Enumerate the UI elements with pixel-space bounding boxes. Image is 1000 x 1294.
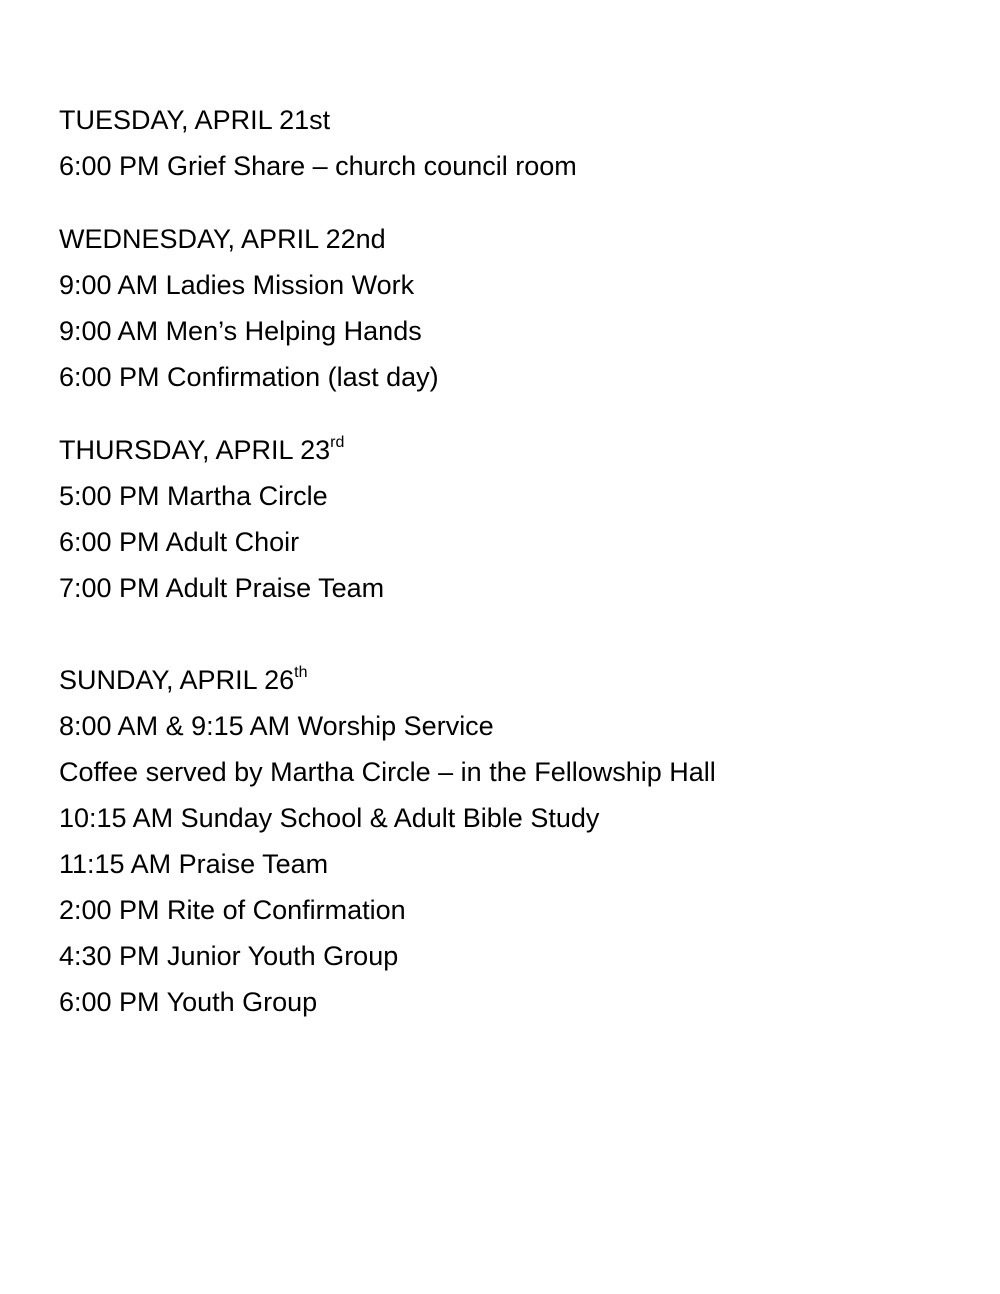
day-heading-text: SUNDAY, APRIL 26 [59,665,295,695]
event-item: 11:15 AM Praise Team [59,849,329,879]
event-item: 4:30 PM Junior Youth Group [59,941,399,971]
event-item: 6:00 PM Youth Group [59,987,318,1017]
event-item: 7:00 PM Adult Praise Team [59,573,385,603]
day-heading-thursday [59,434,344,466]
ordinal-suffix: th [294,664,308,681]
event-item: 9:00 AM Ladies Mission Work [59,270,415,300]
ordinal-suffix: rd [330,434,345,451]
day-heading-tuesday: TUESDAY, APRIL 21st [59,105,331,135]
event-item: 10:15 AM Sunday School & Adult Bible Study [59,803,600,833]
event-item: 6:00 PM Confirmation (last day) [59,362,439,392]
day-heading-sunday [59,664,307,696]
event-item: 9:00 AM Men’s Helping Hands [59,316,422,346]
day-heading-text: THURSDAY, APRIL 23 [59,435,331,465]
event-item: 6:00 PM Grief Share – church council room [59,151,577,181]
event-item: 6:00 PM Adult Choir [59,527,300,557]
event-item: Coffee served by Martha Circle – in the Fellowship Hall [59,757,716,787]
event-item: 2:00 PM Rite of Confirmation [59,895,406,925]
event-item: 5:00 PM Martha Circle [59,481,328,511]
event-item: 8:00 AM & 9:15 AM Worship Service [59,711,494,741]
day-heading-wednesday: WEDNESDAY, APRIL 22nd [59,224,386,254]
